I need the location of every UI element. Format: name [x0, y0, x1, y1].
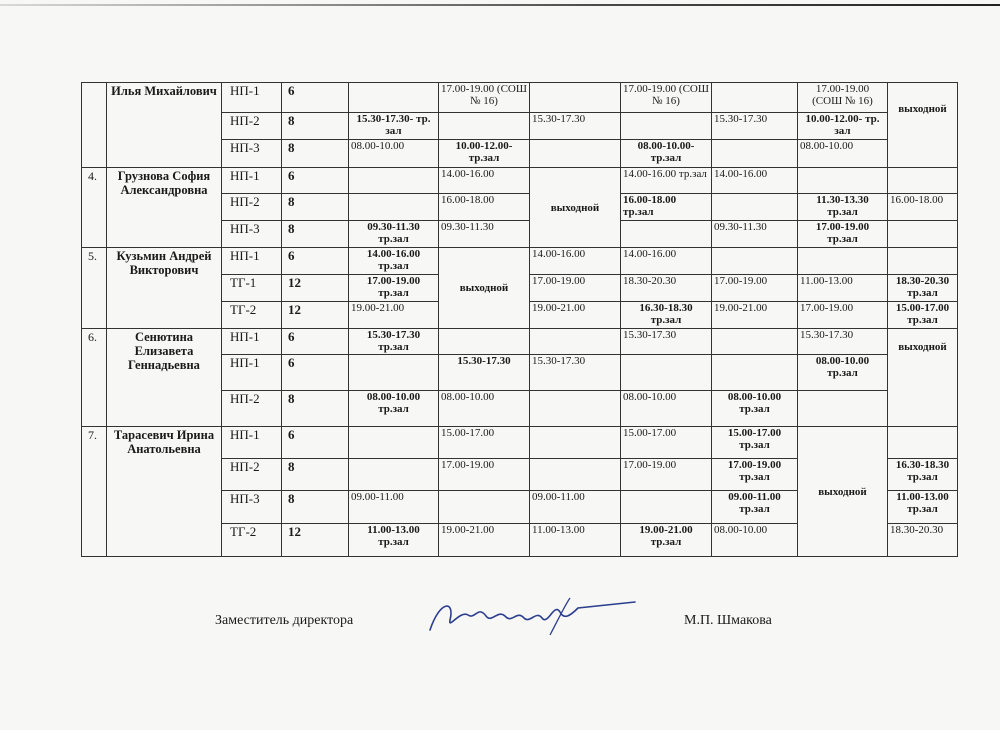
schedule-cell	[530, 83, 621, 113]
schedule-cell	[621, 113, 712, 140]
weekly-hours: 12	[282, 524, 349, 557]
weekly-hours: 8	[282, 194, 349, 221]
schedule-cell	[530, 140, 621, 168]
schedule-cell: 11.00-13.00	[530, 524, 621, 557]
schedule-cell: 15.30-17.30	[530, 113, 621, 140]
schedule-cell: 19.00-21.00	[349, 302, 439, 329]
schedule-cell: 09.00-11.00	[349, 491, 439, 524]
group-code: НП-2	[222, 113, 282, 140]
teacher-number: 6.	[82, 329, 107, 427]
group-code: НП-1	[222, 355, 282, 391]
schedule-cell: 15.30-17.30	[798, 329, 888, 355]
schedule-cell: 14.00-16.00	[621, 248, 712, 275]
teacher-block	[82, 168, 958, 248]
schedule-cell: 09.00-11.00 тр.зал	[712, 491, 798, 524]
schedule-cell	[530, 459, 621, 491]
schedule-cell	[621, 221, 712, 248]
schedule-cell: 15.30-17.30 тр.зал	[349, 329, 439, 355]
schedule-cell	[798, 168, 888, 194]
group-code: НП-2	[222, 194, 282, 221]
schedule-cell: 14.00-16.00	[712, 168, 798, 194]
group-code: ТГ-2	[222, 524, 282, 557]
schedule-cell	[349, 459, 439, 491]
schedule-cell: 18.30-20.30 тр.зал	[888, 275, 958, 302]
group-code: НП-1	[222, 329, 282, 355]
schedule-cell	[349, 168, 439, 194]
schedule-cell: 16.00-18.00	[439, 194, 530, 221]
schedule-cell: 15.30-17.30	[712, 113, 798, 140]
schedule-cell: 08.00-10.00- тр.зал	[621, 140, 712, 168]
teacher-name: Илья Михайлович	[107, 83, 222, 168]
schedule-cell: 09.30-11.30	[712, 221, 798, 248]
schedule-cell: 09.00-11.00	[530, 491, 621, 524]
signature-role: Заместитель директора	[215, 613, 354, 628]
schedule-cell	[439, 329, 530, 355]
group-code: НП-3	[222, 221, 282, 248]
teacher-name: Грузнова София Александровна	[107, 168, 222, 248]
teacher-number: 5.	[82, 248, 107, 329]
day-off-cell: выходной	[798, 427, 888, 557]
weekly-hours: 6	[282, 427, 349, 459]
schedule-cell: 08.00-10.00 тр.зал	[712, 391, 798, 427]
day-off-cell: выходной	[530, 168, 621, 248]
signatory-name: М.П. Шмакова	[684, 613, 772, 628]
teacher-number	[82, 83, 107, 168]
weekly-hours: 8	[282, 113, 349, 140]
group-code: НП-1	[222, 168, 282, 194]
schedule-cell	[712, 140, 798, 168]
training-schedule-table	[81, 82, 958, 557]
weekly-hours: 6	[282, 168, 349, 194]
group-code: НП-2	[222, 459, 282, 491]
weekly-hours: 12	[282, 302, 349, 329]
schedule-cell: 10.00-12.00- тр. зал	[798, 113, 888, 140]
teacher-block	[82, 427, 958, 557]
schedule-cell: 08.00-10.00	[349, 140, 439, 168]
schedule-cell	[888, 427, 958, 459]
schedule-cell	[888, 221, 958, 248]
schedule-cell: 17.00-19.00 тр.зал	[712, 459, 798, 491]
schedule-cell: 15.30-17.30	[439, 355, 530, 391]
schedule-cell: 17.00-19.00	[798, 302, 888, 329]
teacher-name: Сенютина Елизавета Геннадьевна	[107, 329, 222, 427]
schedule-cell	[798, 391, 888, 427]
schedule-cell: 16.30-18.30 тр.зал	[888, 459, 958, 491]
schedule-cell	[349, 194, 439, 221]
schedule-cell	[621, 491, 712, 524]
schedule-cell: 17.00-19.00 (СОШ № 16)	[439, 83, 530, 113]
schedule-cell: 08.00-10.00	[798, 140, 888, 168]
schedule-cell: 19.00-21.00	[712, 302, 798, 329]
schedule-cell: 18.30-20.30	[888, 524, 958, 557]
scan-top-edge-line	[0, 4, 1000, 6]
schedule-cell	[712, 248, 798, 275]
weekly-hours: 8	[282, 459, 349, 491]
schedule-cell: 17.00-19.00 (СОШ № 16)	[798, 83, 888, 113]
schedule-cell: 18.30-20.30	[621, 275, 712, 302]
schedule-cell: 14.00-16.00	[439, 168, 530, 194]
schedule-cell: 15.30-17.30	[530, 355, 621, 391]
weekly-hours: 12	[282, 275, 349, 302]
schedule-cell: 16.00-18.00 тр.зал	[621, 194, 712, 221]
schedule-cell: 09.30-11.30	[439, 221, 530, 248]
schedule-cell: 17.00-19.00	[439, 459, 530, 491]
handwritten-signature	[420, 590, 640, 650]
group-code: НП-2	[222, 391, 282, 427]
schedule-cell: 17.00-19.00	[712, 275, 798, 302]
schedule-cell	[349, 427, 439, 459]
schedule-cell: 08.00-10.00 тр.зал	[349, 391, 439, 427]
weekly-hours: 8	[282, 221, 349, 248]
teacher-block	[82, 329, 958, 427]
schedule-cell: 15.30-17.30	[621, 329, 712, 355]
schedule-cell: 16.30-18.30 тр.зал	[621, 302, 712, 329]
schedule-cell: 15.00-17.00 тр.зал	[712, 427, 798, 459]
schedule-cell: 15.00-17.00	[621, 427, 712, 459]
schedule-cell: 19.00-21.00 тр.зал	[621, 524, 712, 557]
schedule-cell: 14.00-16.00 тр.зал	[349, 248, 439, 275]
day-off-cell: выходной	[439, 248, 530, 329]
schedule-cell	[712, 355, 798, 391]
schedule-cell	[888, 248, 958, 275]
schedule-cell: 17.00-19.00	[621, 459, 712, 491]
schedule-cell	[349, 83, 439, 113]
weekly-hours: 6	[282, 248, 349, 275]
schedule-cell	[712, 83, 798, 113]
schedule-cell: 15.00-17.00 тр.зал	[888, 302, 958, 329]
schedule-cell: 14.00-16.00	[530, 248, 621, 275]
teacher-name: Тарасевич Ирина Анатольевна	[107, 427, 222, 557]
teacher-block	[82, 248, 958, 329]
schedule-cell: 15.30-17.30- тр. зал	[349, 113, 439, 140]
schedule-cell	[621, 355, 712, 391]
schedule-cell	[712, 329, 798, 355]
schedule-cell: 11.00-13.00 тр.зал	[349, 524, 439, 557]
schedule-cell	[439, 491, 530, 524]
schedule-cell	[530, 391, 621, 427]
schedule-cell: 09.30-11.30 тр.зал	[349, 221, 439, 248]
schedule-cell: 16.00-18.00	[888, 194, 958, 221]
weekly-hours: 6	[282, 355, 349, 391]
schedule-cell	[798, 248, 888, 275]
group-code: НП-3	[222, 140, 282, 168]
schedule-cell: 14.00-16.00 тр.зал	[621, 168, 712, 194]
schedule-cell: 11.30-13.30 тр.зал	[798, 194, 888, 221]
teacher-number: 4.	[82, 168, 107, 248]
schedule-cell	[712, 194, 798, 221]
schedule-cell: 08.00-10.00	[712, 524, 798, 557]
teacher-block	[82, 83, 958, 168]
weekly-hours: 8	[282, 491, 349, 524]
teacher-name: Кузьмин Андрей Викторович	[107, 248, 222, 329]
schedule-cell	[349, 355, 439, 391]
schedule-cell: 19.00-21.00	[530, 302, 621, 329]
teacher-number: 7.	[82, 427, 107, 557]
schedule-cell: 10.00-12.00- тр.зал	[439, 140, 530, 168]
group-code: НП-1	[222, 83, 282, 113]
schedule-cell: 08.00-10.00	[439, 391, 530, 427]
weekly-hours: 8	[282, 140, 349, 168]
group-code: НП-1	[222, 248, 282, 275]
weekly-hours: 6	[282, 329, 349, 355]
weekly-hours: 8	[282, 391, 349, 427]
schedule-cell: 08.00-10.00 тр.зал	[798, 355, 888, 391]
schedule-cell: 11.00-13.00	[798, 275, 888, 302]
schedule-cell: 17.00-19.00 (СОШ № 16)	[621, 83, 712, 113]
day-off-cell: выходной	[888, 329, 958, 427]
group-code: ТГ-1	[222, 275, 282, 302]
schedule-cell: 17.00-19.00 тр.зал	[349, 275, 439, 302]
schedule-cell: 15.00-17.00	[439, 427, 530, 459]
schedule-cell	[530, 427, 621, 459]
group-code: НП-3	[222, 491, 282, 524]
group-code: НП-1	[222, 427, 282, 459]
weekly-hours: 6	[282, 83, 349, 113]
schedule-cell: 08.00-10.00	[621, 391, 712, 427]
schedule-cell: 11.00-13.00 тр.зал	[888, 491, 958, 524]
group-code: ТГ-2	[222, 302, 282, 329]
schedule-cell: 19.00-21.00	[439, 524, 530, 557]
schedule-cell: 17.00-19.00 тр.зал	[798, 221, 888, 248]
schedule-cell	[439, 113, 530, 140]
schedule-cell: 17.00-19.00	[530, 275, 621, 302]
day-off-cell: выходной	[888, 83, 958, 168]
schedule-cell	[530, 329, 621, 355]
schedule-cell	[888, 168, 958, 194]
